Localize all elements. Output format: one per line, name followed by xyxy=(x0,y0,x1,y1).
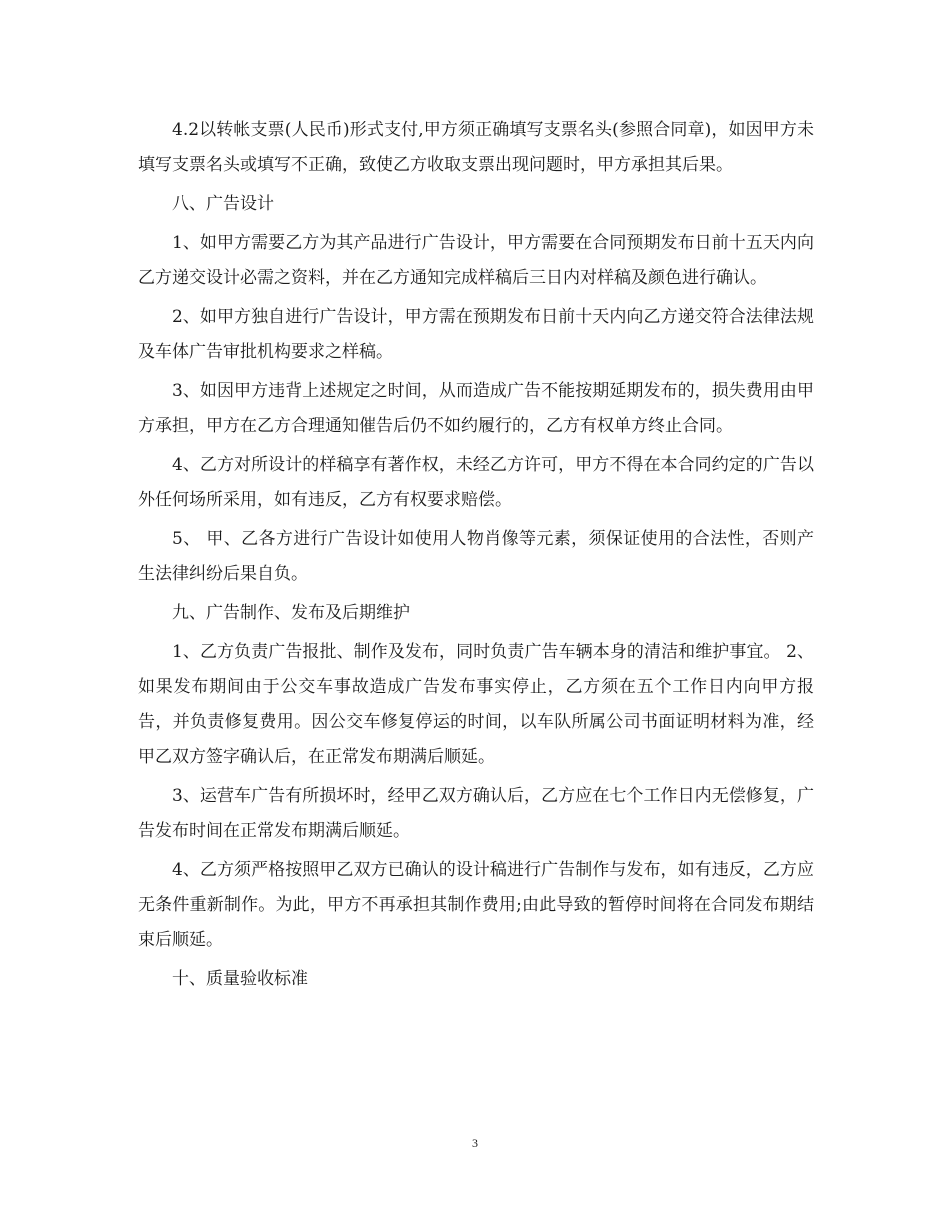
paragraph-design-2: 2、如甲方独自进行广告设计，甲方需在预期发布日前十天内向乙方递交符合法律法规及车体广告审批机构要求之样稿。 xyxy=(138,307,814,362)
paragraph-design-4: 4、乙方对所设计的样稿享有著作权，未经乙方许可，甲方不得在本合同约定的广告以外任何场所采用，如有违反，乙方有权要求赔偿。 xyxy=(138,455,814,510)
paragraph-production-4: 4、乙方须严格按照甲乙双方已确认的设计稿进行广告制作与发布，如有违反，乙方应无条件重新制作。为此，甲方不再承担其制作费用;由此导致的暂停时间将在合同发布期结束后顺延。 xyxy=(138,860,814,950)
paragraph-payment-check: 4.2以转帐支票(人民币)形式支付,甲方须正确填写支票名头(参照合同章)，如因甲方未填写支票名头或填写不正确，致使乙方收取支票出现问题时，甲方承担其后果。 xyxy=(138,120,814,175)
paragraph-design-5: 5、 甲、乙各方进行广告设计如使用人物肖像等元素，须保证使用的合法性，否则产生法律纠纷后果自负。 xyxy=(138,529,814,584)
paragraph-production-1-2: 1、乙方负责广告报批、制作及发布，同时负责广告车辆本身的清洁和维护事宜。 2、如果发布期间由于公交车事故造成广告发布事实停止，乙方须在五个工作日内向甲方报告，并负责修复费用。因公交车修复停运的时间，以车队所属公司书面证明材料为准，经甲乙双方签字确认后，在正常发布期满后顺延。 xyxy=(138,642,814,767)
section-heading-production: 九、广告制作、发布及后期维护 xyxy=(172,603,410,623)
paragraph-production-3: 3、运营车广告有所损坏时，经甲乙双方确认后，乙方应在七个工作日内无偿修复，广告发布时间在正常发布期满后顺延。 xyxy=(138,786,814,841)
document-body xyxy=(138,113,814,1001)
paragraph-design-3: 3、如因甲方违背上述规定之时间，从而造成广告不能按期延期发布的，损失费用由甲方承担，甲方在乙方合理通知催告后仍不如约履行的，乙方有权单方终止合同。 xyxy=(138,381,814,436)
page-number: 3 xyxy=(472,1136,478,1150)
paragraph-design-1: 1、如甲方需要乙方为其产品进行广告设计，甲方需要在合同预期发布日前十五天内向乙方递交设计必需之资料，并在乙方通知完成样稿后三日内对样稿及颜色进行确认。 xyxy=(138,233,814,288)
section-heading-ad-design: 八、广告设计 xyxy=(172,194,274,214)
section-heading-quality: 十、质量验收标准 xyxy=(172,969,308,989)
